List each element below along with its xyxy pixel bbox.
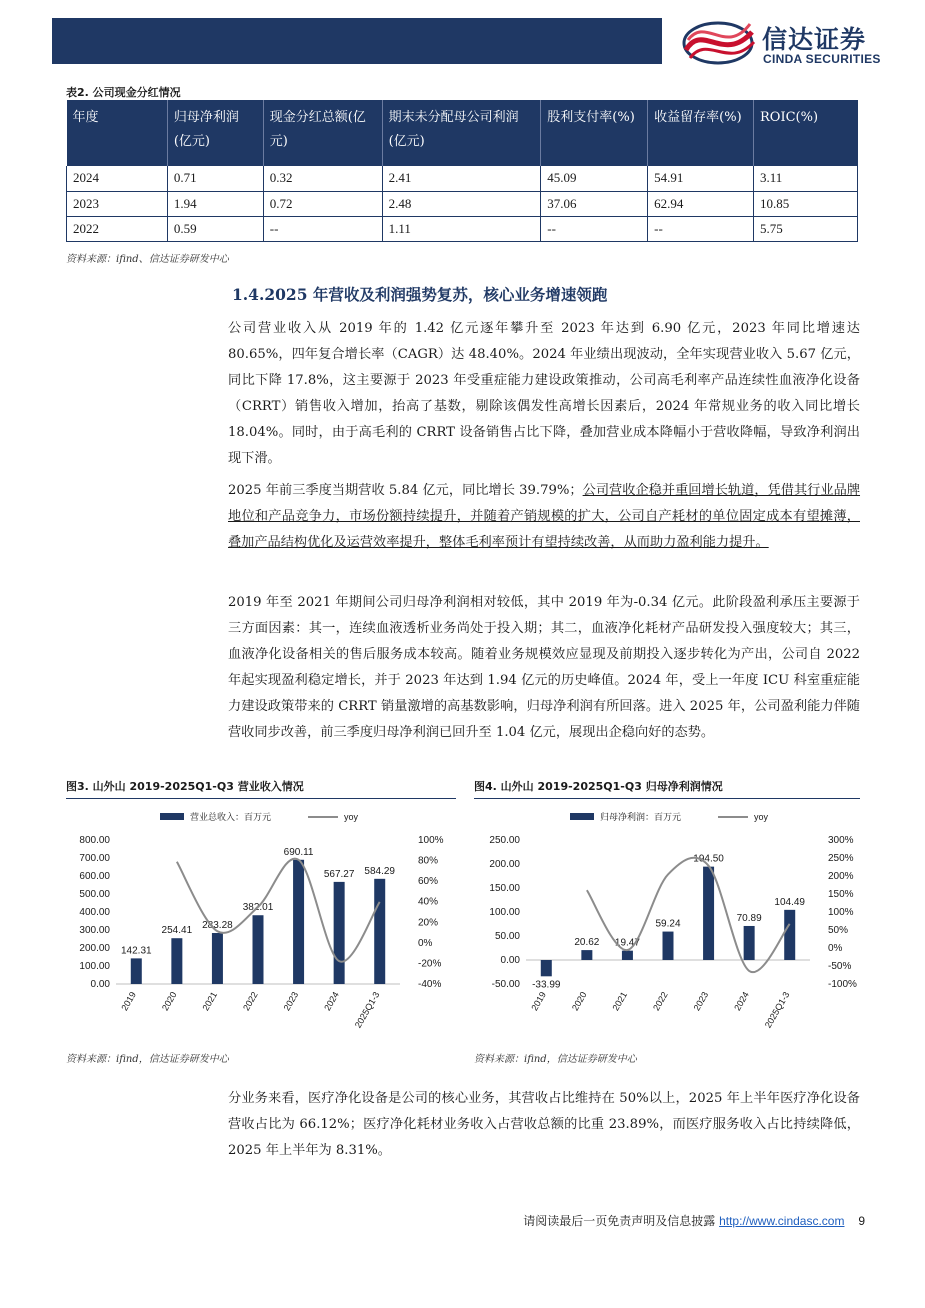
table-row [67,191,858,216]
table-cell: 37.06 [541,191,648,216]
bar-data-label: 104.49 [774,896,806,908]
table-cell: 5.75 [754,216,858,241]
bar [581,950,592,960]
y-tick-label: 100.00 [489,907,520,918]
table-cell: 10.85 [754,191,858,216]
x-tick-label: 2025Q1-3 [762,990,792,1030]
x-tick-label: 2023 [691,990,711,1013]
footer-disclaimer: 请阅读最后一页免责声明及信息披露 [523,1214,716,1228]
x-tick-label: 2021 [610,990,630,1013]
bar-data-label: 59.24 [655,918,681,930]
table-cell: 3.11 [754,166,858,191]
y2-tick-label: 100% [828,907,854,918]
paragraph-revenue-trend: 公司营业收入从 2019 年的 1.42 亿元逐年攀升至 2023 年达到 6.90 亿元，2023 年同比增速达 80.65%，四年复合增长率（CAGR）达 48.40%。2024 年业绩出现波动，全年实现营业收入 5.67 亿元，同比下降 17.8%，这主要源于 2023 年受重症能力建设政策推动，公司高毛利率产品连续性血液净化设备（CRRT）销售收入增加，抬高了基数，剔除该偶发性高增长因素后，2024 年常规业务的收入同比增长 18.04%。同时，由于高毛利的 CRRT 设备销售占比下降，叠加营业成本降幅小于营收降幅，导致净利润出现下滑。 [228,321,860,466]
y-tick-label: 400.00 [79,907,110,918]
y2-tick-label: 150% [828,889,854,900]
bar-data-label: 382.01 [242,902,274,914]
fig3-caption: 图3. 山外山 2019-2025Q1-Q3 营业收入情况 [66,778,456,799]
bar [744,926,755,960]
table-cell: 2.41 [382,166,541,191]
table-cell: 1.11 [382,216,541,241]
legend-bar-label: 营业总收入：百万元 [190,812,272,822]
y-tick-label: 200.00 [489,859,520,870]
legend-bar-label: 归母净利润：百万元 [600,812,682,822]
table-cell: -- [263,216,382,241]
y-tick-label: 50.00 [494,931,520,942]
y2-tick-label: 300% [828,835,854,846]
y2-tick-label: 200% [828,871,854,882]
header-bar [52,18,662,64]
bar [131,958,142,984]
dividend-table [66,100,858,242]
x-tick-label: 2020 [569,990,589,1013]
bar-data-label: 20.62 [574,937,600,949]
paragraph-profit-trend: 2019 年至 2021 年期间公司归母净利润相对较低，其中 2019 年为-0.34 亿元。此阶段盈利承压主要源于三方面因素：其一，连续血液透析业务尚处于投入期；其二，血液净化耗材产品研发投入强度较大；其三，血液净化设备相关的售后服务成本较高。随着业务规模效应显现及前期投入逐步转化为产出，公司自 2022 年起实现盈利稳定增长，并于 2023 年达到 1.94 亿元的历史峰值。2024 年，受上一年度 ICU 科室重症能力建设政策带来的 CRRT 销量激增的高基数影响，归母净利润有所回落。进入 2025 年，公司盈利能力伴随营收同步改善，前三季度归母净利润已回升至 1.04 亿元，展现出企稳向好的态势。 [228,595,860,740]
bar-data-label: 690.11 [283,846,314,858]
y-tick-label: 500.00 [79,889,110,900]
table-cell: 1.94 [167,191,263,216]
bar-data-label: 194.50 [693,853,724,865]
logo-chinese-name: 信达证券 [762,25,867,54]
fig4-source: 资料来源：ifind，信达证券研发中心 [474,1054,637,1065]
y2-tick-label: -50% [828,961,852,972]
x-tick-label: 2024 [732,990,751,1013]
table-header-cell: 年度 [67,100,168,166]
table-header-cell: 现金分红总额(亿元) [263,100,382,166]
legend-line-label: yoy [344,812,359,822]
table-cell: 2023 [67,191,168,216]
logo-english-name: CINDA SECURITIES [763,52,881,66]
bar [171,938,182,984]
y2-tick-label: 0% [828,943,843,954]
table-cell: 0.72 [263,191,382,216]
x-tick-label: 2022 [651,990,670,1013]
y-tick-label: 600.00 [79,871,110,882]
table-cell: 2024 [67,166,168,191]
table-source: 资料来源：ifind、信达证券研发中心 [66,254,229,265]
paragraph-2025-underlined: 公司营收企稳并重回增长轨道，凭借其行业品牌地位和产品竞争力，市场份额持续提升，并随着产销规模的扩大，公司自产耗材的单位固定成本有望摊薄，叠加产品结构优化及运营效率提升，整体毛利率预计有望持续改善，从而助力盈利能力提升。 [228,483,861,550]
x-tick-label: 2021 [200,990,220,1013]
y2-tick-label: 250% [828,853,854,864]
y-tick-label: 800.00 [79,835,110,846]
y-tick-label: 700.00 [79,853,110,864]
table-cell: 62.94 [648,191,754,216]
bar [293,860,304,984]
bar-data-label: 567.27 [323,868,355,880]
table-cell: 0.32 [263,166,382,191]
x-tick-label: 2020 [159,990,179,1013]
legend-line-label: yoy [754,812,769,822]
y2-tick-label: -40% [418,979,442,990]
table-cell: 2.48 [382,191,541,216]
table-cell: 0.59 [167,216,263,241]
table-cell: -- [541,216,648,241]
bar [334,882,345,984]
table-cell: 0.71 [167,166,263,191]
x-tick-label: 2022 [241,990,260,1013]
y2-tick-label: 20% [418,917,439,929]
bar-data-label: 283.28 [202,920,233,932]
paragraph-2025-plain: 2025 年前三季度当期营收 5.84 亿元，同比增长 39.79%； [228,483,583,498]
legend-bar-swatch [570,813,594,820]
page-number: 9 [858,1214,865,1228]
paragraph-business-segments: 分业务来看，医疗净化设备是公司的核心业务，其营收占比维持在 50%以上，2025 年上半年医疗净化设备营收占比为 66.12%；医疗净化耗材业务收入占营收总额的比重 23.89%，而医疗服务收入占比持续降低，2025 年上半年为 8.31%。 [228,1091,860,1158]
table-caption: 表2. 公司现金分红情况 [66,86,181,99]
revenue-chart [60,800,460,1040]
bar [622,951,633,960]
y-tick-label: 200.00 [79,943,110,954]
net-profit-chart [470,800,870,1040]
y2-tick-label: 40% [418,896,439,908]
bar-data-label: 584.29 [364,865,396,877]
table-cell: 2022 [67,216,168,241]
bar [784,910,795,960]
table-header-cell: 归母净利润(亿元) [167,100,263,166]
section-title: 1.4.2025 年营收及利润强势复苏，核心业务增速领跑 [232,285,608,304]
footer [523,1212,865,1229]
cinda-logo [680,16,905,68]
table-cell: -- [648,216,754,241]
y-tick-label: -50.00 [491,979,520,990]
y-tick-label: 150.00 [489,883,520,894]
y-tick-label: 0.00 [90,979,110,990]
bar-data-label: 19.47 [614,937,640,949]
fig4-caption: 图4. 山外山 2019-2025Q1-Q3 归母净利润情况 [474,778,860,799]
bar [663,932,674,960]
legend-bar-swatch [160,813,184,820]
x-tick-label: 2019 [529,990,549,1013]
cinda-logo-icon [680,16,760,68]
paragraph-2025-outlook [228,478,860,556]
y2-tick-label: 0% [418,937,433,949]
y-tick-label: 250.00 [489,835,520,846]
x-tick-label: 2023 [281,990,301,1013]
table-header-cell: 期末未分配母公司利润(亿元) [382,100,541,166]
table-cell: 45.09 [541,166,648,191]
bar [703,867,714,960]
x-tick-label: 2024 [322,990,341,1013]
fig3-source: 资料来源：ifind，信达证券研发中心 [66,1054,229,1065]
y-tick-label: 0.00 [500,955,520,966]
bar [541,960,552,976]
y2-tick-label: -20% [418,958,442,970]
bar-data-label: 254.41 [161,925,193,937]
table-header-cell: 股利支付率(%) [541,100,648,166]
table-row [67,216,858,241]
bar-data-label: -33.99 [532,979,561,991]
x-tick-label: 2019 [119,990,139,1013]
y2-tick-label: 100% [418,835,444,846]
y-tick-label: 300.00 [79,925,110,936]
table-header-row [67,100,858,166]
y2-tick-label: 80% [418,855,439,867]
y2-tick-label: 50% [828,925,849,936]
bar [374,879,385,984]
bar-data-label: 70.89 [736,912,762,924]
y-tick-label: 100.00 [79,961,110,972]
x-tick-label: 2025Q1-3 [352,990,382,1030]
y2-tick-label: 60% [418,876,439,888]
footer-website-link[interactable]: http://www.cindasc.com [719,1214,845,1228]
bar [253,915,264,984]
table-cell: 54.91 [648,166,754,191]
table-header-cell: ROIC(%) [754,100,858,166]
y2-tick-label: -100% [828,979,857,990]
bar [212,933,223,984]
table-row [67,166,858,191]
table-header-cell: 收益留存率(%) [648,100,754,166]
bar-data-label: 142.31 [120,945,152,957]
